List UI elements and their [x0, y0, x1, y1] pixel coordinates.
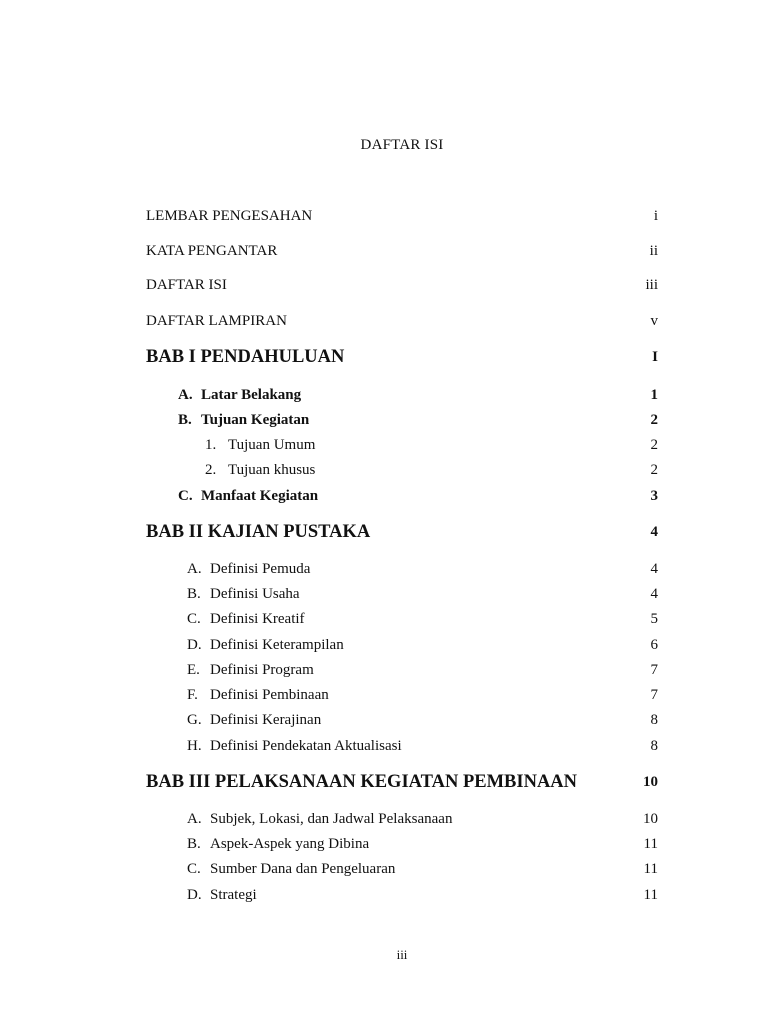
toc-section-aspek-aspek[interactable] [146, 833, 658, 855]
toc-section-definisi-pembinaan[interactable] [146, 684, 658, 706]
chapter-page: 10 [643, 773, 658, 790]
chapter-page: 4 [650, 523, 658, 540]
section-page: 11 [643, 860, 658, 877]
toc-entry-page: v [650, 312, 658, 329]
toc-section-strategi[interactable] [146, 884, 658, 906]
subsection-page: 2 [650, 461, 658, 478]
section-label: Definisi Kreatif [210, 610, 305, 627]
toc-section-definisi-pemuda[interactable] [146, 558, 658, 580]
section-marker: H. [187, 737, 202, 754]
toc-entry-label: LEMBAR PENGESAHAN [146, 207, 313, 224]
toc-section-definisi-kreatif[interactable] [146, 608, 658, 630]
section-page: 7 [650, 686, 658, 703]
toc-entry-daftar-lampiran[interactable] [146, 310, 658, 332]
toc-section-definisi-pendekatan-aktualisasi[interactable] [146, 735, 658, 757]
toc-entry-label: KATA PENGANTAR [146, 242, 278, 259]
subsection-marker: 2. [205, 461, 217, 478]
section-marker: C. [178, 487, 193, 504]
section-label: Sumber Dana dan Pengeluaran [210, 860, 396, 877]
chapter-page: I [652, 348, 658, 365]
section-label: Tujuan Kegiatan [201, 411, 310, 428]
toc-section-definisi-kerajinan[interactable] [146, 709, 658, 731]
toc-entry-page: ii [649, 242, 658, 259]
section-page: 7 [650, 661, 658, 678]
section-marker: A. [187, 560, 202, 577]
section-page: 11 [643, 886, 658, 903]
section-page: 4 [650, 560, 658, 577]
section-label: Definisi Pemuda [210, 560, 311, 577]
section-marker: F. [187, 686, 198, 703]
chapter-label: BAB III PELAKSANAAN KEGIATAN PEMBINAAN [146, 771, 578, 792]
toc-entry-page: i [653, 207, 658, 224]
section-marker: B. [187, 835, 201, 852]
section-page: 6 [650, 636, 658, 653]
section-label: Latar Belakang [201, 386, 302, 403]
toc-chapter-bab-1[interactable] [146, 344, 658, 370]
section-marker: B. [187, 585, 201, 602]
section-label: Strategi [210, 886, 257, 903]
toc-section-definisi-keterampilan[interactable] [146, 634, 658, 656]
toc-entry-daftar-isi[interactable] [146, 274, 658, 296]
section-label: Definisi Usaha [210, 585, 300, 602]
section-label: Definisi Pembinaan [210, 686, 329, 703]
section-label: Manfaat Kegiatan [201, 487, 319, 504]
section-marker: B. [178, 411, 192, 428]
toc-section-latar-belakang[interactable] [146, 384, 658, 406]
page-title: DAFTAR ISI [360, 137, 444, 153]
chapter-label: BAB I PENDAHULUAN [146, 346, 345, 367]
toc-section-subjek-lokasi-jadwal[interactable] [146, 808, 658, 830]
toc-chapter-bab-2[interactable] [146, 519, 658, 545]
section-marker: D. [187, 886, 202, 903]
section-marker: A. [187, 810, 202, 827]
section-page: 3 [650, 487, 658, 504]
section-label: Definisi Program [210, 661, 314, 678]
section-page: 4 [650, 585, 658, 602]
section-label: Subjek, Lokasi, dan Jadwal Pelaksanaan [210, 810, 453, 827]
toc-subsection-tujuan-umum[interactable] [146, 434, 658, 456]
section-marker: C. [187, 860, 201, 877]
toc-section-tujuan-kegiatan[interactable] [146, 409, 658, 431]
section-marker: E. [187, 661, 200, 678]
toc-section-sumber-dana[interactable] [146, 858, 658, 880]
subsection-label: Tujuan khusus [228, 461, 316, 478]
section-marker: G. [187, 711, 202, 728]
section-page: 1 [650, 386, 658, 403]
toc-entry-kata-pengantar[interactable] [146, 240, 658, 262]
toc-subsection-tujuan-khusus[interactable] [146, 459, 658, 481]
section-page: 8 [650, 737, 658, 754]
subsection-marker: 1. [205, 436, 217, 453]
section-page: 11 [643, 835, 658, 852]
section-marker: C. [187, 610, 201, 627]
section-page: 5 [650, 610, 658, 627]
toc-section-manfaat-kegiatan[interactable] [146, 485, 658, 507]
toc-entry-label: DAFTAR LAMPIRAN [146, 312, 287, 329]
subsection-label: Tujuan Umum [228, 436, 316, 453]
chapter-label: BAB II KAJIAN PUSTAKA [146, 521, 371, 542]
section-label: Aspek-Aspek yang Dibina [210, 835, 370, 852]
section-label: Definisi Kerajinan [210, 711, 322, 728]
section-label: Definisi Keterampilan [210, 636, 344, 653]
section-marker: A. [178, 386, 193, 403]
toc-entry-label: DAFTAR ISI [146, 276, 227, 293]
section-page: 8 [650, 711, 658, 728]
toc-entry-page: iii [645, 276, 658, 293]
toc-section-definisi-program[interactable] [146, 659, 658, 681]
toc-entry-lembar-pengesahan[interactable] [146, 205, 658, 227]
section-marker: D. [187, 636, 202, 653]
toc-chapter-bab-3[interactable] [146, 769, 658, 795]
section-page: 2 [650, 411, 658, 428]
page-number-footer: iii [396, 947, 408, 962]
toc-section-definisi-usaha[interactable] [146, 583, 658, 605]
section-page: 10 [643, 810, 658, 827]
section-label: Definisi Pendekatan Aktualisasi [210, 737, 402, 754]
subsection-page: 2 [650, 436, 658, 453]
